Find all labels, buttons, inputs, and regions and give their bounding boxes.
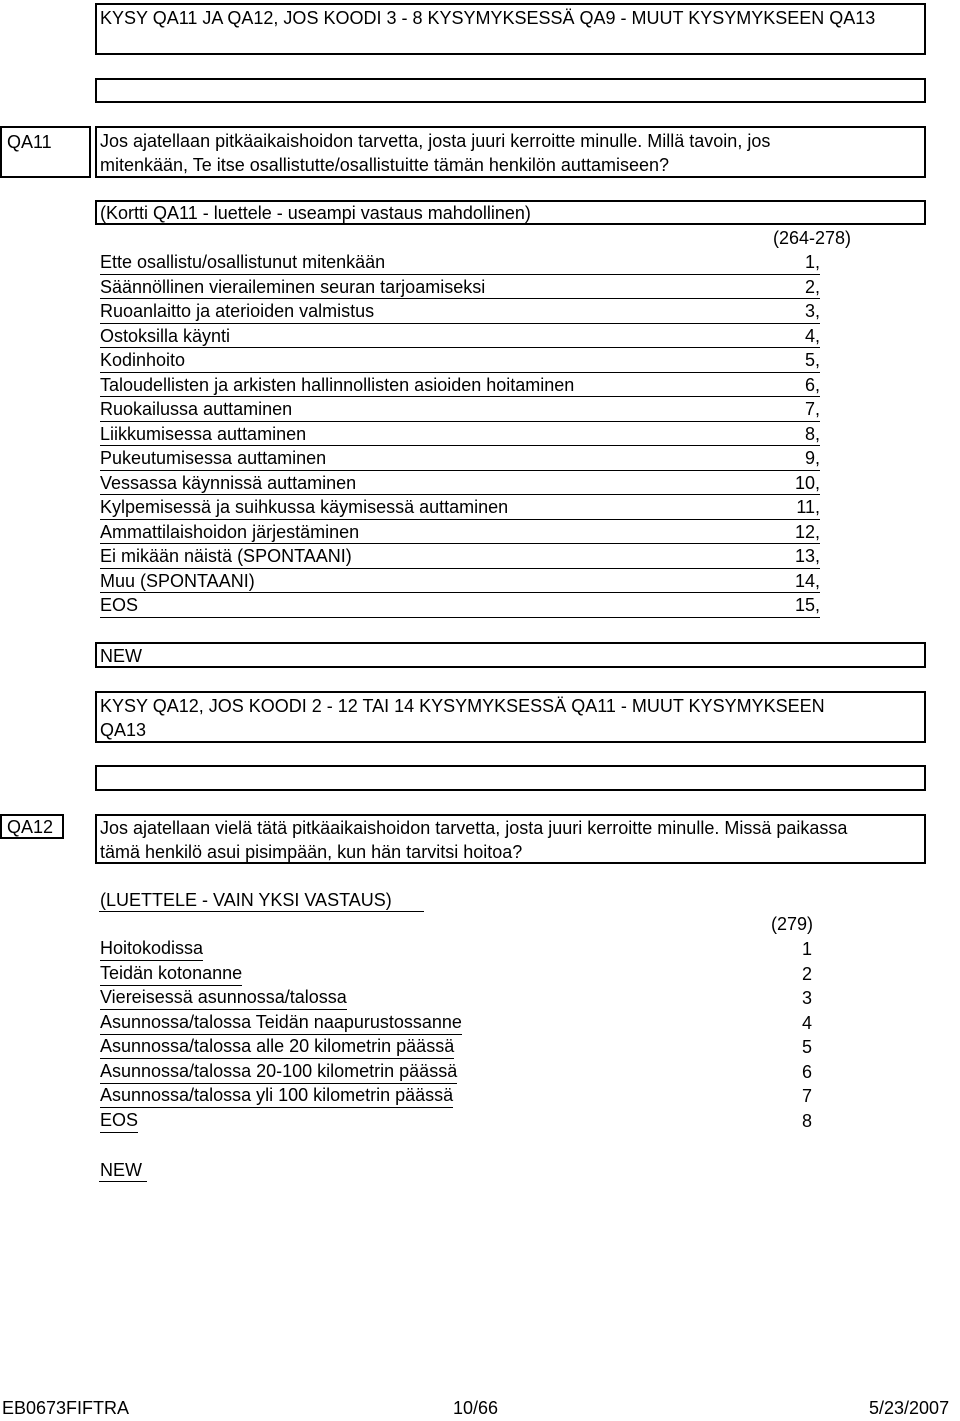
qa11-option-label: Ostoksilla käynti	[100, 325, 231, 346]
footer-page: 10/66	[453, 1398, 499, 1418]
qa11-option-code: 9,	[804, 448, 820, 468]
qa12-instruction: (LUETTELE - VAIN YKSI VASTAUS)	[100, 890, 392, 910]
qa12-question-line1: Jos ajatellaan vielä tätä pitkäaikaishoidon tarvetta, josta juuri kerroitte minulle. Missä paikassa	[100, 818, 848, 838]
qa12-columns: (279)	[771, 914, 814, 934]
qa11-option-row	[100, 422, 820, 447]
qa11-new-label: NEW	[100, 646, 142, 666]
qa11-option-row	[100, 348, 820, 373]
qa11-option-code: 2,	[804, 276, 820, 297]
qa12-id: QA12	[7, 817, 54, 837]
qa12-id-box	[0, 814, 64, 839]
qa12-option-row	[100, 937, 820, 962]
qa11-option-row	[100, 397, 820, 422]
qa11-option-code: 13,	[794, 546, 820, 566]
qa12-filter-box	[95, 691, 926, 743]
qa11-option-row	[100, 324, 820, 349]
qa12-option-row	[100, 1060, 820, 1085]
qa11-option-code: 14,	[794, 570, 820, 591]
qa12-new-label: NEW	[100, 1160, 142, 1180]
qa11-option-label: Liikkumisessa auttaminen	[100, 423, 307, 444]
qa11-new-box	[95, 642, 926, 668]
qa12-option-code: 8	[801, 1110, 812, 1131]
qa12-option-label: Hoitokodissa	[100, 937, 203, 961]
qa12-option-code: 3	[801, 988, 812, 1008]
qa11-option-label: Pukeutumisessa auttaminen	[100, 448, 327, 468]
qa11-filter-box	[95, 3, 926, 55]
qa11-option-row	[100, 520, 820, 545]
qa11-option-code: 11,	[796, 497, 820, 517]
qa11-option-row	[100, 373, 820, 398]
qa11-option-code: 3,	[804, 301, 820, 321]
qa11-option-label: Säännöllinen vieraileminen seuran tarjoamiseksi	[100, 276, 486, 297]
qa11-option-label: Ruokailussa auttaminen	[100, 399, 293, 419]
qa11-option-label: Ruoanlaitto ja aterioiden valmistus	[100, 301, 375, 321]
footer-doc-id: EB0673FIFTRA	[2, 1398, 130, 1418]
qa11-option-code: 15,	[794, 595, 820, 615]
qa12-option-code: 6	[801, 1061, 812, 1082]
qa11-filter-text: KYSY QA11 JA QA12, JOS KOODI 3 - 8 KYSYMYKSESSÄ QA9 - MUUT KYSYMYKSEEN QA13	[100, 8, 876, 28]
qa12-option-code: 5	[801, 1037, 812, 1057]
qa11-option-row	[100, 299, 820, 324]
qa12-option-label: Asunnossa/talossa yli 100 kilometrin päässä	[100, 1084, 453, 1108]
qa12-option-code: 7	[801, 1086, 812, 1106]
qa12-option-label: Asunnossa/talossa alle 20 kilometrin päässä	[100, 1035, 454, 1059]
qa11-id-box	[0, 126, 91, 178]
footer-date: 5/23/2007	[869, 1398, 950, 1418]
qa12-question-box	[95, 814, 926, 864]
qa12-option-row	[100, 1109, 820, 1134]
qa11-option-row	[100, 471, 820, 496]
qa11-option-code: 4,	[804, 325, 820, 346]
qa11-option-label: Muu (SPONTAANI)	[100, 570, 255, 591]
qa11-option-label: Ette osallistu/osallistunut mitenkään	[100, 252, 386, 272]
qa12-option-label: Asunnossa/talossa Teidän naapurustossanne	[100, 1011, 462, 1035]
qa11-option-row	[100, 593, 820, 618]
qa11-option-row	[100, 250, 820, 275]
qa11-option-row	[100, 446, 820, 471]
qa11-option-label: Ammattilaishoidon järjestäminen	[100, 521, 360, 542]
qa11-option-label: Ei mikään näistä (SPONTAANI)	[100, 546, 352, 566]
qa11-id: QA11	[7, 132, 52, 152]
qa11-instruction-box	[95, 200, 926, 225]
qa12-option-code: 2	[801, 963, 812, 984]
qa12-option-row	[100, 962, 820, 987]
qa11-option-label: Taloudellisten ja arkisten hallinnollisten asioiden hoitaminen	[100, 374, 575, 395]
qa11-option-label: Kylpemisessä ja suihkussa käymisessä auttaminen	[100, 497, 509, 517]
qa12-filter-line2: QA13	[100, 720, 147, 740]
qa11-option-row	[100, 495, 820, 520]
qa11-option-row	[100, 544, 820, 569]
qa11-option-code: 12,	[794, 521, 820, 542]
qa11-option-code: 5,	[804, 350, 820, 370]
qa11-option-label: EOS	[100, 595, 139, 615]
qa12-option-row	[100, 1011, 820, 1036]
qa12-option-row	[100, 986, 820, 1011]
qa12-new-underline	[99, 1181, 147, 1182]
qa11-columns: (264-278)	[773, 228, 852, 248]
qa12-option-label: Viereisessä asunnossa/talossa	[100, 986, 347, 1010]
qa11-option-code: 1,	[804, 252, 820, 272]
qa12-option-code: 1	[801, 939, 812, 959]
qa12-instruction-underline	[99, 911, 424, 912]
qa11-option-label: Vessassa käynnissä auttaminen	[100, 472, 357, 493]
qa11-option-label: Kodinhoito	[100, 350, 186, 370]
qa12-option-row	[100, 1084, 820, 1109]
qa12-option-code: 4	[801, 1012, 812, 1033]
qa12-option-label: Asunnossa/talossa 20-100 kilometrin päässä	[100, 1060, 457, 1084]
qa12-empty-box	[95, 765, 926, 791]
qa11-option-row	[100, 275, 820, 300]
qa12-option-label: EOS	[100, 1109, 138, 1133]
qa11-option-code: 8,	[804, 423, 820, 444]
qa11-question-box	[95, 126, 926, 178]
qa11-option-code: 7,	[804, 399, 820, 419]
qa11-instruction: (Kortti QA11 - luettele - useampi vastaus mahdollinen)	[100, 203, 531, 223]
qa11-question-line2: mitenkään, Te itse osallistutte/osallistuitte tämän henkilön auttamiseen?	[100, 155, 669, 175]
qa11-option-code: 10,	[794, 472, 820, 493]
qa11-question-line1: Jos ajatellaan pitkäaikaishoidon tarvetta, josta juuri kerroitte minulle. Millä tavoin, jos	[100, 131, 771, 151]
qa12-question-line2: tämä henkilö asui pisimpään, kun hän tarvitsi hoitoa?	[100, 842, 523, 862]
qa12-option-row	[100, 1035, 820, 1060]
qa12-filter-line1: KYSY QA12, JOS KOODI 2 - 12 TAI 14 KYSYMYKSESSÄ QA11 - MUUT KYSYMYKSEEN	[100, 696, 825, 716]
qa11-empty-box	[95, 78, 926, 103]
qa11-option-code: 6,	[804, 374, 820, 395]
qa11-option-row	[100, 569, 820, 594]
qa12-option-label: Teidän kotonanne	[100, 962, 242, 986]
